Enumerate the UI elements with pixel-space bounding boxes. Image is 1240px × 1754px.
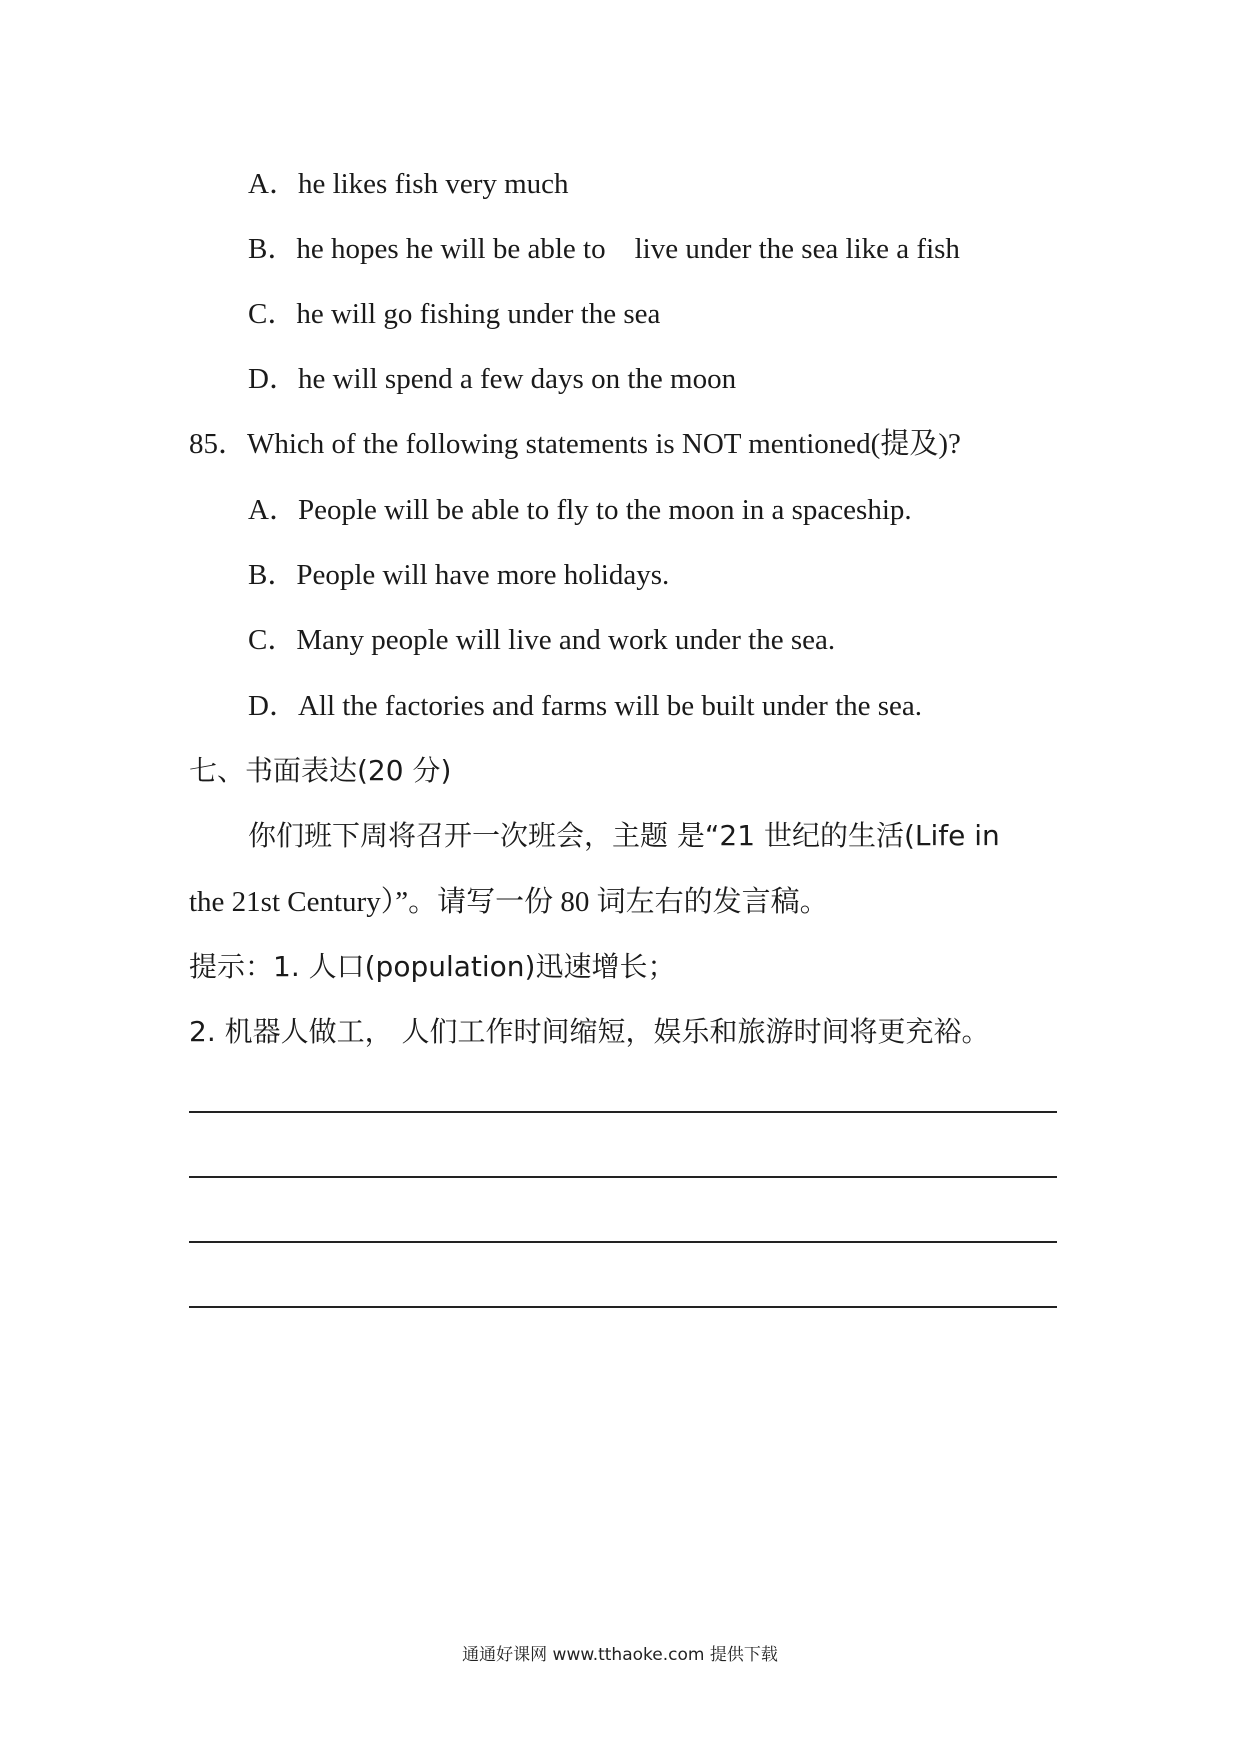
writing-hint-2: 2. 机器人做工， 人们工作时间缩短，娱乐和旅游时间将更充裕。 — [189, 1015, 990, 1048]
answer-blank-line-3[interactable] — [189, 1241, 1057, 1243]
page-footer: 通通好课网 www.tthaoke.com 提供下载 — [462, 1645, 778, 1665]
writing-hint-1: 提示：1. 人口(population)迅速增长； — [189, 950, 676, 983]
writing-heading: 七、书面表达(20 分) — [189, 754, 452, 787]
q85-option-d: D．All the factories and farms will be built under the sea. — [248, 690, 923, 722]
writing-prompt-line1: 你们班下周将召开一次班会，主题 是“21 世纪的生活(Life in — [248, 819, 1000, 852]
q85-option-a: A．People will be able to fly to the moon in a spaceship. — [248, 494, 912, 526]
q85-option-c: C．Many people will live and work under the sea. — [248, 624, 836, 656]
q85-option-b: B．People will have more holidays. — [248, 559, 670, 591]
writing-prompt-line2: the 21st Century）”。请写一份 80 词左右的发言稿。 — [189, 886, 829, 918]
q84-option-b: B．he hopes he will be able to live under the sea like a fish — [248, 233, 960, 265]
q84-option-a: A．he likes fish very much — [248, 168, 569, 200]
answer-blank-line-1[interactable] — [189, 1111, 1057, 1113]
answer-blank-line-4[interactable] — [189, 1306, 1057, 1308]
q85-stem: 85．Which of the following statements is NOT mentioned(提及)? — [189, 428, 961, 460]
q84-option-c: C．he will go fishing under the sea — [248, 298, 661, 330]
q84-option-d: D．he will spend a few days on the moon — [248, 363, 737, 395]
answer-blank-line-2[interactable] — [189, 1176, 1057, 1178]
